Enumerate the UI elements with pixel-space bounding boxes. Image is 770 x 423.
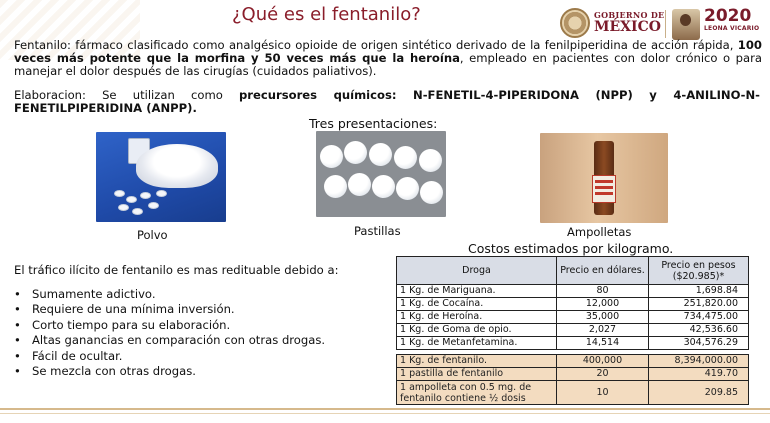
list-item: • Altas ganancias en comparación con otras drogas. (14, 333, 325, 348)
slide-title: ¿Qué es el fentanilo? (232, 4, 421, 25)
cell-mxn: 1,698.84 (649, 285, 749, 298)
cell-mxn: 734,475.00 (649, 311, 749, 324)
elaboration-bold: precursores químicos: N-FENETIL-4-PIPERIDONA (NPP) y 4-ANILINO-N-FENETILPIPERIDINA (ANPP). (14, 88, 760, 115)
pill-shape (114, 190, 125, 197)
tablet-shape (372, 175, 395, 198)
cell-usd: 400,000 (557, 355, 649, 368)
government-logos (560, 8, 765, 42)
year-logo (704, 8, 759, 32)
caption-pills: Pastillas (354, 224, 401, 238)
footer-rule-thin (0, 413, 770, 414)
list-item: • Se mezcla con otras drogas. (14, 364, 325, 379)
cell-drug: 1 Kg. de fentanilo. (397, 355, 557, 368)
cell-drug: 1 Kg. de Mariguana. (397, 285, 557, 298)
cell-mxn: 8,394,000.00 (649, 355, 749, 368)
table-row (397, 311, 749, 324)
definition-bold: 100 veces más potente que la morfina y 50 veces más que la heroína (14, 38, 762, 65)
presentations-heading: Tres presentaciones: (309, 116, 438, 131)
list-item: • Sumamente adictivo. (14, 287, 325, 302)
table-header-row (397, 257, 749, 285)
tablet-shape (320, 145, 343, 168)
tablet-shape (396, 177, 419, 200)
gob-line2: MÉXICO (594, 19, 661, 35)
price-table-wrapper (396, 256, 748, 405)
cell-mxn: 251,820.00 (649, 298, 749, 311)
list-item: • Corto tiempo para su elaboración. (14, 318, 325, 333)
table-row-highlight (397, 355, 749, 368)
cell-drug: 1 Kg. de Cocaína. (397, 298, 557, 311)
definition-paragraph (14, 39, 762, 78)
tablet-shape (369, 143, 392, 166)
vial-label-shape (592, 175, 616, 203)
cell-usd: 2,027 (557, 324, 649, 337)
footer-rule (0, 408, 770, 410)
year-subtitle: LEONA VICARIO (704, 25, 760, 32)
logo-divider (665, 10, 666, 38)
tablet-shape (394, 146, 417, 169)
pill-shape (148, 202, 159, 209)
definition-text-a: Fentanilo: fármaco clasificado como analgésico opioide de origen sintético derivado de la fenilpiperidina de acción rápida, (14, 38, 738, 52)
price-table (396, 256, 749, 405)
caption-powder: Polvo (137, 228, 168, 242)
pill-shape (132, 208, 143, 215)
cell-drug: 1 pastilla de fentanilo (397, 368, 557, 381)
tablet-shape (348, 173, 371, 196)
cell-usd: 20 (557, 368, 649, 381)
header-usd: Precio en dólares. (557, 257, 649, 285)
pill-shape (140, 192, 151, 199)
elaboration-paragraph (14, 89, 760, 115)
table-row (397, 324, 749, 337)
table-row (397, 337, 749, 350)
trafficking-reasons-list (14, 287, 325, 379)
cell-usd: 14,514 (557, 337, 649, 350)
cell-usd: 35,000 (557, 311, 649, 324)
list-item: • Fácil de ocultar. (14, 349, 325, 364)
table-row (397, 285, 749, 298)
leona-vicario-portrait-icon (672, 9, 700, 40)
pill-shape (156, 190, 167, 197)
elaboration-text-a: Elaboracion: Se utilizan como (14, 88, 239, 102)
cell-usd: 80 (557, 285, 649, 298)
tablet-shape (419, 149, 442, 172)
trafficking-heading: El tráfico ilícito de fentanilo es mas redituable debido a: (14, 263, 339, 277)
caption-ampoules: Ampolletas (567, 225, 632, 239)
table-row-highlight (397, 368, 749, 381)
header-mxn: Precio en pesos ($20.985)* (649, 257, 749, 285)
pills-photo (316, 131, 446, 217)
list-item: • Requiere de una mínima inversión. (14, 302, 325, 317)
cell-drug: 1 Kg. de Metanfetamina. (397, 337, 557, 350)
ampoule-photo (540, 133, 668, 223)
table-row (397, 298, 749, 311)
cell-mxn: 209.85 (649, 381, 749, 405)
costs-heading: Costos estimados por kilogramo. (468, 241, 674, 256)
pill-shape (126, 196, 137, 203)
definition-text-b: , empleado en pacientes con dolor crónico o para manejar el dolor después de las cirugías (cuidados paliativos). (14, 51, 762, 78)
cell-usd: 10 (557, 381, 649, 405)
tablet-shape (420, 181, 443, 204)
header-droga: Droga (397, 257, 557, 285)
cell-mxn: 42,536.60 (649, 324, 749, 337)
powder-pile-shape (136, 144, 218, 188)
cell-usd: 12,000 (557, 298, 649, 311)
tablet-shape (344, 141, 367, 164)
powder-photo (96, 132, 226, 222)
pill-shape (118, 204, 129, 211)
year-number: 2020 (704, 6, 752, 26)
tablet-shape (324, 175, 347, 198)
cell-drug: 1 Kg. de Goma de opio. (397, 324, 557, 337)
gob-line1: GOBIERNO DE (594, 10, 665, 20)
cell-mxn: 419.70 (649, 368, 749, 381)
gobierno-mexico-logo (594, 11, 664, 34)
national-seal-icon (560, 8, 590, 38)
cell-drug: 1 ampolleta con 0.5 mg. de fentanilo contiene ½ dosis (397, 381, 557, 405)
cell-mxn: 304,576.29 (649, 337, 749, 350)
table-row-highlight (397, 381, 749, 405)
cell-drug: 1 Kg. de Heroína. (397, 311, 557, 324)
